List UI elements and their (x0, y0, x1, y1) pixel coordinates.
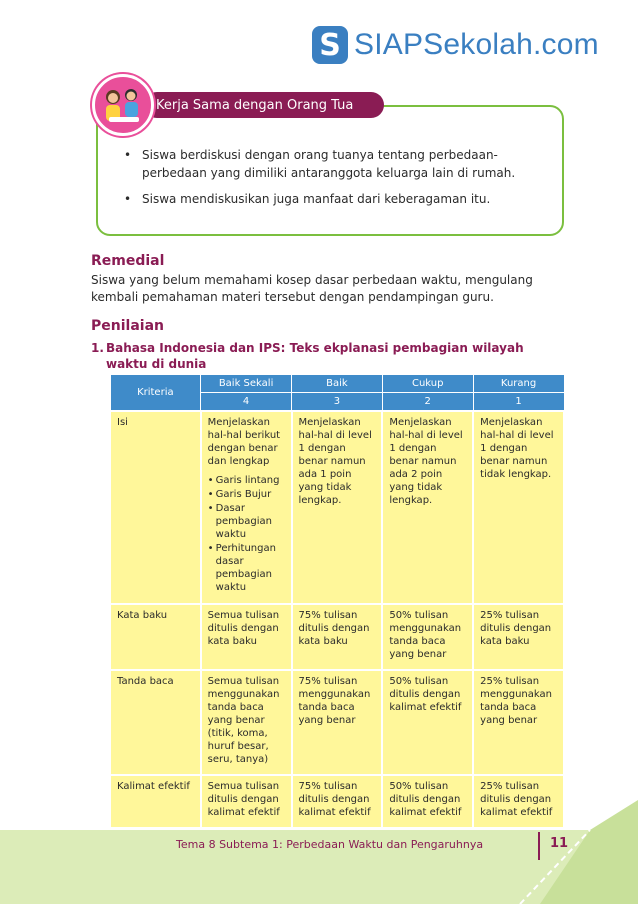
score-cell-2: 50% tulisan ditulis dengan kalimat efektif (382, 775, 473, 828)
footer-title: Tema 8 Subtema 1: Perbedaan Waktu dan Pengaruhnya (176, 838, 484, 851)
score-cell-1: Menjelaskan hal-hal di level 1 dengan benar namun tidak lengkap. (473, 411, 564, 604)
score-cell-3: 75% tulisan menggunakan tanda baca yang benar (292, 670, 383, 775)
kerja-sama-list (116, 146, 546, 216)
sub-list-item: • Garis lintang (208, 474, 285, 487)
penilaian-item (91, 340, 561, 372)
level-header: Kurang (473, 375, 564, 393)
score-cell-3: 75% tulisan ditulis dengan kata baku (292, 604, 383, 670)
item-number: 1. (91, 341, 104, 355)
score-cell-1: 25% tulisan ditulis dengan kalimat efektif (473, 775, 564, 828)
criteria-header: Kriteria (110, 375, 201, 411)
score-header: 3 (292, 393, 383, 411)
criterion-cell: Isi (110, 411, 201, 604)
score-cell-3: 75% tulisan ditulis dengan kalimat efektif (292, 775, 383, 828)
family-illustration-icon (92, 74, 154, 136)
level-header: Cukup (382, 375, 473, 393)
kerja-sama-item: • Siswa berdiskusi dengan orang tuanya tentang perbedaan-perbedaan yang dimiliki antaranggota keluarga lain di rumah. (116, 146, 546, 182)
criterion-cell: Kata baku (110, 604, 201, 670)
sub-list (208, 474, 285, 594)
score-cell-4: Semua tulisan ditulis dengan kata baku (201, 604, 292, 670)
score-header: 2 (382, 393, 473, 411)
sub-list-item: • Garis Bujur (208, 488, 285, 501)
score-cell-2: Menjelaskan hal-hal di level 1 dengan benar namun ada 2 poin yang tidak lengkap. (382, 411, 473, 604)
level-header: Baik Sekali (201, 375, 292, 393)
criterion-cell: Kalimat efektif (110, 775, 201, 828)
level-header: Baik (292, 375, 383, 393)
remedial-heading: Remedial (91, 253, 165, 269)
penilaian-heading: Penilaian (91, 318, 164, 334)
logo-text: SIAPSekolah.com (354, 28, 599, 61)
score-cell-2: 50% tulisan menggunakan tanda baca yang benar (382, 604, 473, 670)
score-cell-1: 25% tulisan menggunakan tanda baca yang benar (473, 670, 564, 775)
logo-badge: S (312, 26, 348, 64)
table-row (110, 411, 564, 604)
score-cell-1: 25% tulisan ditulis dengan kata baku (473, 604, 564, 670)
rubric-table (109, 374, 565, 829)
footer-stripe-decoration (480, 800, 638, 904)
sub-list-item: • Dasar pembagian waktu (208, 502, 285, 541)
table-row (110, 670, 564, 775)
siapsekolah-logo (312, 26, 599, 64)
score-header: 1 (473, 393, 564, 411)
cell-text: Menjelaskan hal-hal berikut dengan benar dan lengkap (207, 416, 281, 467)
score-cell-4: Semua tulisan menggunakan tanda baca yang benar (titik, koma, huruf besar, seru, tanya) (201, 670, 292, 775)
score-header: 4 (201, 393, 292, 411)
table-row (110, 604, 564, 670)
criterion-cell: Tanda baca (110, 670, 201, 775)
kerja-sama-item: • Siswa mendiskusikan juga manfaat dari keberagaman itu. (116, 190, 546, 208)
score-cell-3: Menjelaskan hal-hal di level 1 dengan benar namun ada 1 poin yang tidak lengkap. (292, 411, 383, 604)
page-number: 11 (550, 836, 569, 851)
score-cell-4 (201, 411, 292, 604)
score-cell-4: Semua tulisan ditulis dengan kalimat efektif (201, 775, 292, 828)
kerja-sama-title: Kerja Sama dengan Orang Tua (144, 92, 384, 118)
score-cell-2: 50% tulisan ditulis dengan kalimat efektif (382, 670, 473, 775)
footer-separator (538, 832, 540, 860)
sub-list-item: • Perhitungan dasar pembagian waktu (208, 542, 285, 594)
item-text: Bahasa Indonesia dan IPS: Teks ekplanasi pembagian wilayah waktu di dunia (106, 341, 524, 371)
remedial-text: Siswa yang belum memahami kosep dasar perbedaan waktu, mengulang kembali pemahaman materi tersebut dengan pendampingan guru. (91, 273, 533, 304)
